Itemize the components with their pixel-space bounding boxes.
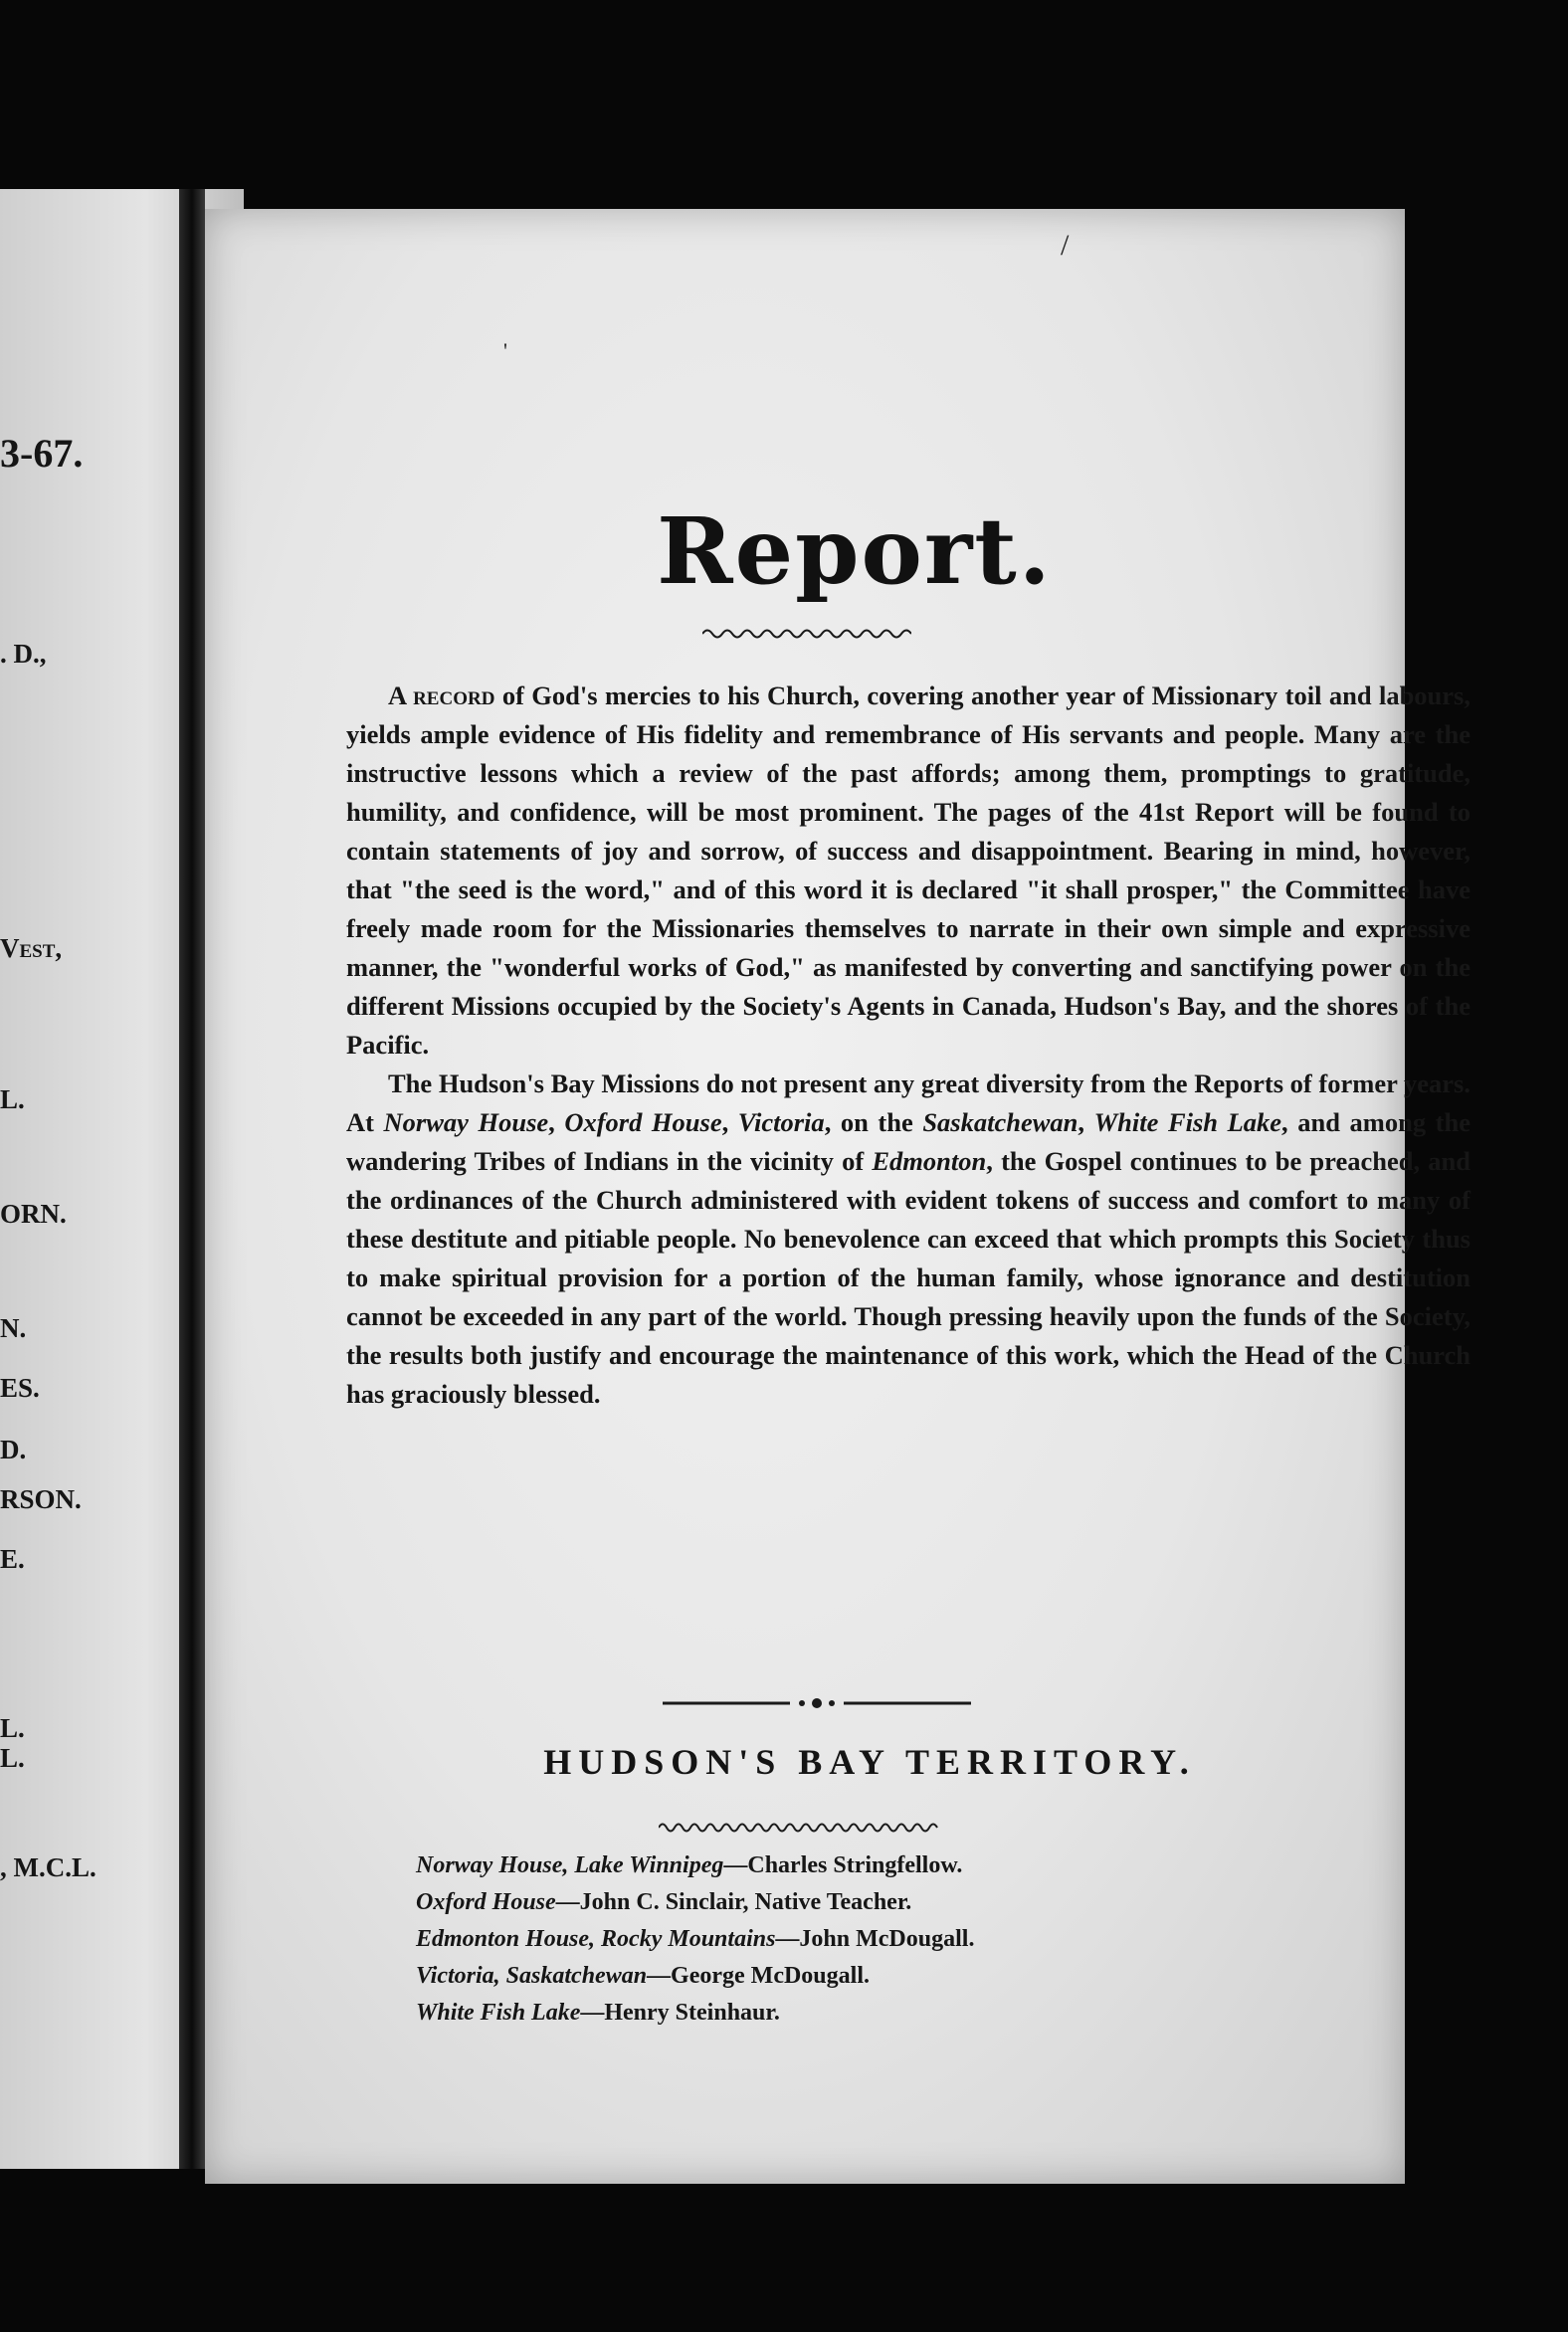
paragraph-text: , the Gospel continues to be preached, and the ordinances of the Church administered with evident tokens of success and comfort to many of these destitute and pitiable people. No benevolence can exceed that which prompts this Society thus to make spiritual provision for a portion of the human family, whose ignorance and destitution cannot be exceeded in any part of the world. Though pressing heavily upon the funds of the Society, the results both justify and encourage the maintenance of this work, which the Head of the Church has graciously blessed. bbox=[346, 1146, 1470, 1409]
paragraph-text: , on the bbox=[824, 1107, 923, 1137]
report-paragraph-1 bbox=[346, 677, 1470, 1065]
station-missionary: Henry Steinhaur. bbox=[604, 2000, 780, 2026]
left-fragment: L. bbox=[0, 1084, 25, 1114]
station-list bbox=[416, 1847, 974, 2032]
paragraph-text: of God's mercies to his Church, covering another year of Missionary toil and labours, yields ample evidence of His fidelity and remembrance of His servants and people. Many are the instructive lessons which a review of the past affords; among them, promptings to gratitude, humility, and confidence, will be most prominent. The pages of the 41st Report will be found to contain statements of joy and sorrow, of success and disappointment. Bearing in mind, however, that "the seed is the word," and of this word it is declared "it shall prosper," the Committee have freely made room for the Missionaries themselves to narrate in their own simple and expressive manner, the "wonderful works of God," as manifested by converting and sanctifying power on the different Missions occupied by the Society's Agents in Canada, Hudson's Bay, and the shores of the Pacific. bbox=[346, 680, 1470, 1060]
paragraph-text: , bbox=[721, 1107, 738, 1137]
separator: — bbox=[723, 1852, 748, 1878]
left-fragment: Vest, bbox=[0, 933, 63, 963]
section-divider-ornament bbox=[663, 1694, 971, 1712]
station-row bbox=[416, 1958, 974, 1995]
place-name: White Fish Lake bbox=[1093, 1107, 1282, 1137]
separator: — bbox=[775, 1926, 800, 1952]
separator: — bbox=[555, 1889, 580, 1915]
report-title: Report. bbox=[657, 497, 1053, 605]
left-fragment: N. bbox=[0, 1313, 27, 1343]
station-place: Norway House, Lake Winnipeg bbox=[416, 1852, 724, 1878]
title-wavy-rule bbox=[702, 627, 911, 641]
report-paragraph-2 bbox=[346, 1065, 1470, 1414]
station-row bbox=[416, 1884, 974, 1921]
separator: — bbox=[580, 2000, 605, 2026]
section-wavy-rule bbox=[659, 1821, 941, 1835]
paragraph-text: , bbox=[1078, 1107, 1094, 1137]
left-fragment: ES. bbox=[0, 1373, 40, 1403]
paragraph-text: , bbox=[548, 1107, 565, 1137]
place-name: Victoria bbox=[737, 1107, 825, 1137]
place-name: Edmonton bbox=[872, 1146, 987, 1176]
left-fragment: L. bbox=[0, 1713, 25, 1743]
report-body bbox=[346, 677, 1470, 1414]
station-place: Edmonton House, Rocky Mountains bbox=[416, 1926, 776, 1952]
station-place: White Fish Lake bbox=[416, 2000, 581, 2026]
left-fragment: . D., bbox=[0, 639, 47, 669]
left-fragment: D. bbox=[0, 1435, 27, 1464]
left-fragment: L. bbox=[0, 1743, 25, 1773]
station-row bbox=[416, 1847, 974, 1884]
left-fragment: RSON. bbox=[0, 1484, 82, 1514]
separator: — bbox=[647, 1963, 672, 1989]
ink-speck: / bbox=[1061, 229, 1070, 262]
place-name: Norway House bbox=[383, 1107, 549, 1137]
place-name: Saskatchewan bbox=[922, 1107, 1078, 1137]
station-missionary: Charles Stringfellow. bbox=[747, 1852, 963, 1878]
station-place: Oxford House bbox=[416, 1889, 556, 1915]
station-row bbox=[416, 1921, 974, 1958]
station-missionary: John C. Sinclair, Native Teacher. bbox=[579, 1889, 912, 1915]
left-fragment: ORN. bbox=[0, 1199, 67, 1229]
paragraph-text: , and among the wandering Tribes of Indians in the vicinity of bbox=[346, 1107, 1470, 1176]
lead-small-caps: A record bbox=[388, 680, 495, 710]
ink-speck: ' bbox=[503, 338, 507, 363]
left-fragment: 3-67. bbox=[0, 431, 84, 476]
station-missionary: George McDougall. bbox=[671, 1963, 870, 1989]
station-row bbox=[416, 1995, 974, 2032]
place-name: Oxford House bbox=[564, 1107, 722, 1137]
book-gutter bbox=[179, 189, 205, 2169]
left-fragment: E. bbox=[0, 1544, 25, 1574]
paragraph-text: The Hudson's Bay Missions do not present any great diversity from the Reports of former years. At bbox=[346, 1069, 1470, 1137]
left-fragment: , M.C.L. bbox=[0, 1852, 97, 1882]
station-place: Victoria, Saskatchewan bbox=[416, 1963, 648, 1989]
section-heading: HUDSON'S BAY TERRITORY. bbox=[543, 1742, 1196, 1782]
station-missionary: John McDougall. bbox=[799, 1926, 975, 1952]
